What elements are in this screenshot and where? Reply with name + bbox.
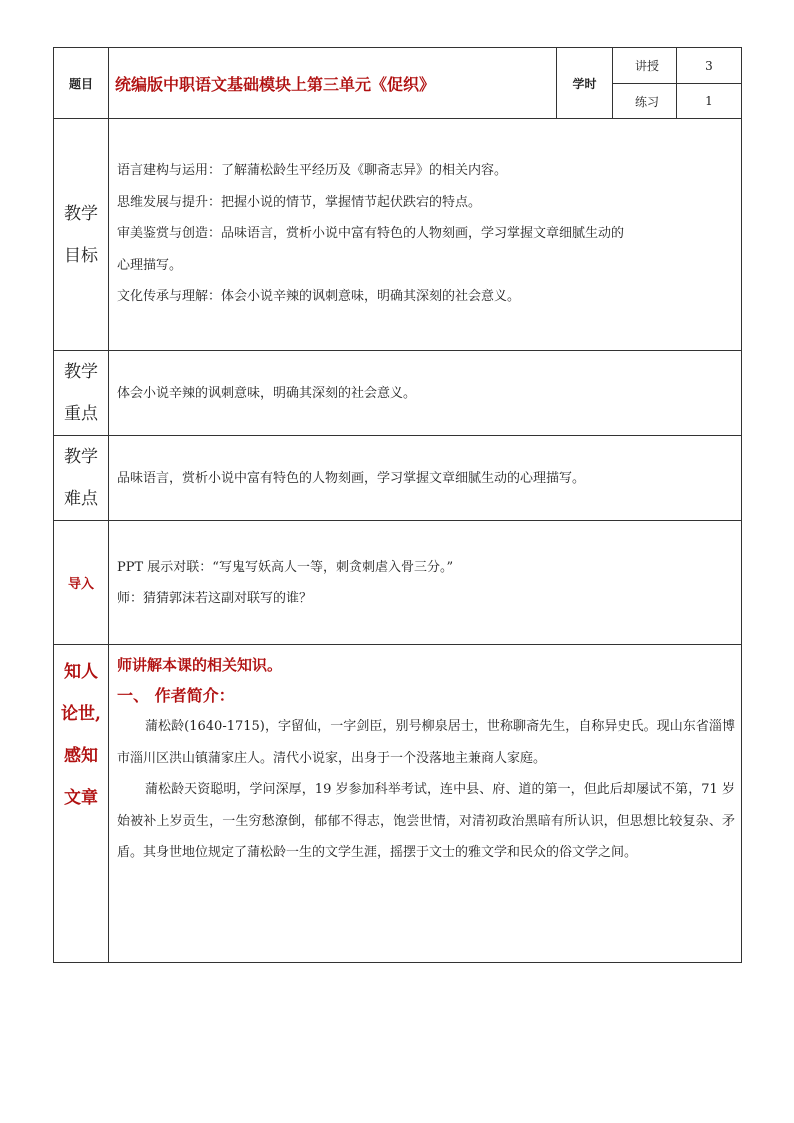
- practice-label: 练习: [613, 84, 677, 119]
- intro-line: 师：猜猜郭沫若这副对联写的谁？: [117, 590, 313, 606]
- author-paragraph: 蒲松龄(1640-1715)，字留仙，一字剑臣，别号柳泉居士，世称聊斋先生，自称异史氏。现山东省淄博市淄川区洪山镇蒲家庄人。清代小说家，出身于一个没落地主兼商人家庭。: [117, 719, 735, 766]
- topic-label: 题目: [54, 48, 109, 119]
- difficulties-label-line1: 教学: [64, 447, 98, 467]
- knowledge-content: [109, 645, 742, 963]
- lecture-hours: 3: [677, 48, 742, 84]
- goals-label-line1: 教学: [64, 203, 98, 224]
- lecture-label: 讲授: [613, 48, 677, 84]
- goals-label: [54, 119, 109, 351]
- intro-label: 导入: [54, 521, 109, 645]
- author-paragraph: 蒲松龄天资聪明，学问深厚，19 岁参加科举考试，连中县、府、道的第一，但此后却屡试不第，71 岁始被补上岁贡生，一生穷愁潦倒，郁郁不得志，饱尝世情，对清初政治黑暗有所认识，但思想比较复杂、矛盾。其身世地位规定了蒲松龄一生的文学生涯，摇摆于文士的雅文学和民众的俗文学之间。: [117, 782, 735, 860]
- knowledge-label-line: 感知: [64, 746, 98, 766]
- knowledge-heading: 师讲解本课的相关知识。: [117, 656, 283, 674]
- practice-hours: 1: [677, 84, 742, 119]
- difficulties-label: [54, 436, 109, 521]
- goal-item: 语言建构与运用：了解蒲松龄生平经历及《聊斋志异》的相关内容。: [117, 163, 508, 178]
- knowledge-label-line: 知人: [64, 662, 98, 682]
- knowledge-label-line: 文章: [64, 788, 98, 808]
- knowledge-label: [54, 645, 109, 963]
- lesson-title: 统编版中职语文基础模块上第三单元《促织》: [109, 48, 557, 119]
- difficulties-label-line2: 难点: [64, 489, 98, 509]
- goal-item: 文化传承与理解：体会小说辛辣的讽刺意味，明确其深刻的社会意义。: [117, 289, 521, 304]
- intro-content: [109, 521, 742, 645]
- key-points-label-line1: 教学: [64, 362, 98, 382]
- goal-item: 审美鉴赏与创造：品味语言，赏析小说中富有特色的人物刻画，学习掌握文章细腻生动的: [117, 226, 625, 241]
- difficulties-content: 品味语言，赏析小说中富有特色的人物刻画，学习掌握文章细腻生动的心理描写。: [109, 436, 742, 521]
- goal-item: 心理描写。: [117, 257, 183, 273]
- goals-content: [109, 119, 742, 351]
- lesson-plan-table: [53, 47, 742, 963]
- key-points-label: [54, 351, 109, 436]
- goals-label-line2: 目标: [64, 245, 98, 266]
- goal-item: 思维发展与提升：把握小说的情节，掌握情节起伏跌宕的特点。: [117, 194, 482, 210]
- knowledge-label-line: 论世,: [61, 704, 101, 724]
- intro-line: PPT 展示对联：“写鬼写妖高人一等，刺贪刺虐入骨三分。”: [117, 559, 454, 575]
- author-section-title: 一、 作者简介：: [117, 686, 235, 705]
- key-points-label-line2: 重点: [64, 404, 98, 424]
- key-points-content: 体会小说辛辣的讽刺意味，明确其深刻的社会意义。: [109, 351, 742, 436]
- hours-label: 学时: [557, 48, 613, 119]
